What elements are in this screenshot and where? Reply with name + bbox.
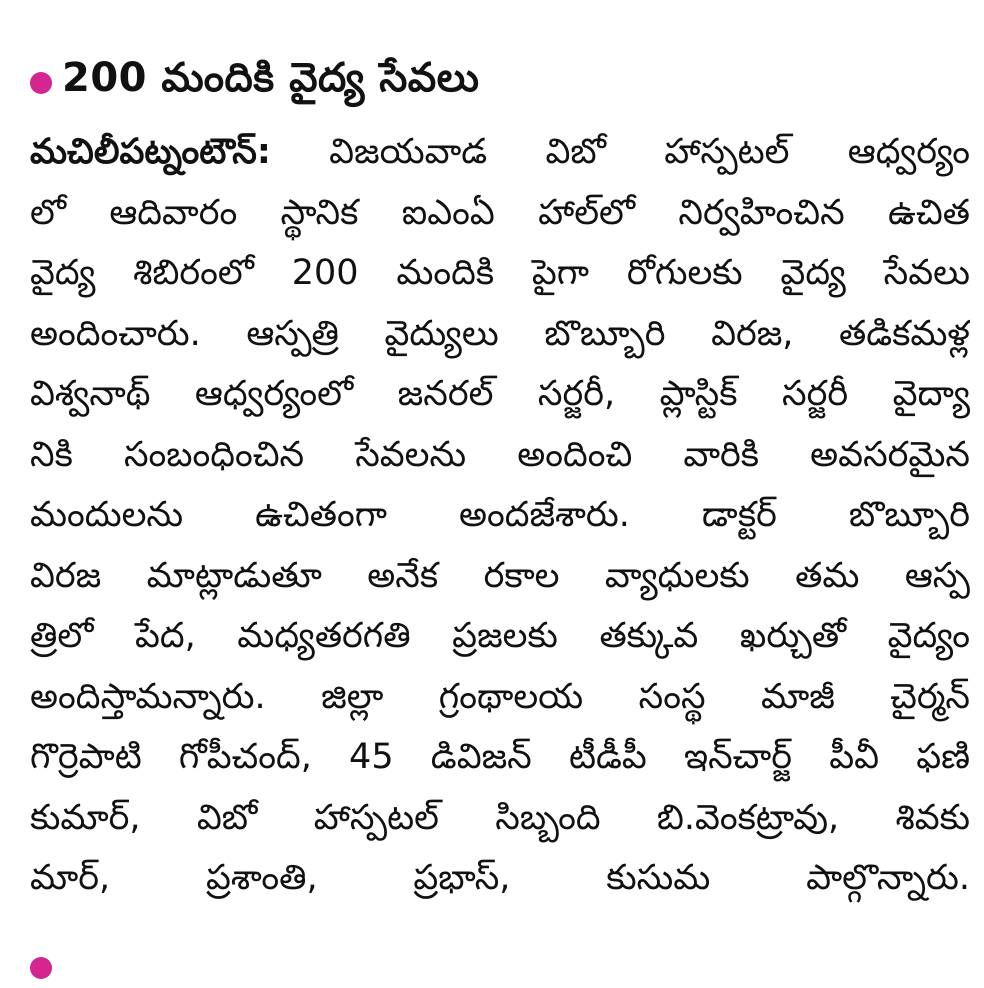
line-text: విజయవాడ విబో హాస్పటల్ ఆధ్వర్యం — [270, 132, 970, 172]
headline-text: 200 మందికి వైద్య సేవలు — [62, 55, 480, 101]
article-line: గొర్రెపాటి గోపీచంద్, 45 డివిజన్ టీడీపీ ఇన్‌చార్జ్ పీవీ ఫణి — [30, 737, 970, 777]
article-body — [30, 122, 970, 909]
next-article-teaser — [30, 948, 62, 988]
article-line: వైద్య శిబిరంలో 200 మందికి పైగా రోగులకు వైద్య సేవలు — [30, 253, 970, 293]
article-headline — [30, 48, 970, 118]
article-line: లో ఆదివారం స్థానిక ఐఎంఏ హాల్‌లో నిర్వహించిన ఉచిత — [30, 192, 970, 233]
article-line: మందులను ఉచితంగా అందజేశారు. డాక్టర్ బొబ్బూరి — [30, 495, 970, 535]
article-line: అందిస్తామన్నారు. జిల్లా గ్రంథాలయ సంస్థ మాజీ చైర్మన్ — [30, 676, 970, 717]
article-line: అందించారు. ఆస్పత్రి వైద్యులు బొబ్బూరి విరజ, తడికమళ్ల — [30, 313, 970, 354]
article-line: విశ్వనాథ్ ఆధ్వర్యంలో జనరల్ సర్జరీ, ప్లాస్టిక్ సర్జరీ వైద్యా — [30, 374, 970, 414]
article-line — [30, 122, 970, 183]
bullet-icon — [30, 72, 52, 94]
article-line: మార్, ప్రశాంతి, ప్రభాస్, కుసుమ పాల్గొన్నారు. — [30, 858, 970, 898]
dateline: మచిలీపట్నంటౌన్: — [30, 132, 271, 172]
article-line: త్రిలో పేద, మధ్యతరగతి ప్రజలకు తక్కువ ఖర్చుతో వైద్యం — [30, 616, 970, 656]
article-line: కుమార్, విబో హాస్పటల్ సిబ్బంది బి.వెంకట్రావు, శివకు — [30, 797, 970, 838]
bullet-icon — [30, 957, 52, 979]
article-line: నికి సంబంధించిన సేవలను అందించి వారికి అవసరమైన — [30, 434, 970, 475]
news-article — [30, 48, 970, 909]
article-line: విరజ మాట్లాడుతూ అనేక రకాల వ్యాధులకు తమ ఆస్ప — [30, 555, 970, 596]
